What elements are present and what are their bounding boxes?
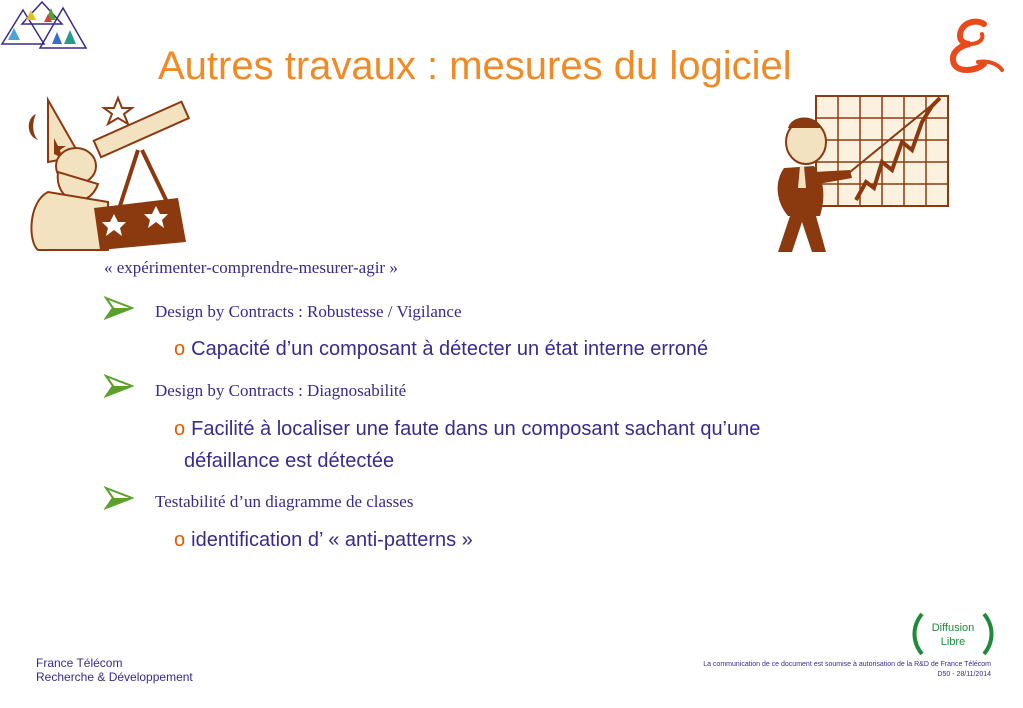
sub-bullet-marker: o [174, 338, 186, 360]
item-sub [174, 418, 760, 441]
sub-bullet-marker: o [174, 418, 186, 440]
item-sub-text: identification d’ « anti-patterns » [191, 529, 473, 551]
item-sub [174, 529, 473, 552]
tagline: « expérimenter-comprendre-mesurer-agir » [104, 258, 398, 277]
item-heading: Testabilité d’un diagramme de classes [155, 492, 414, 511]
france-telecom-logo-icon [944, 18, 1006, 74]
item-sub-text: Facilité à localiser une faute dans un composant sachant qu’une [191, 418, 761, 440]
footer-company-line2: Recherche & Développement [36, 670, 193, 684]
arrow-bullet-icon [104, 486, 134, 510]
diffusion-libre-badge [912, 612, 994, 656]
footer-notice-text: La communication de ce document est soumise à autorisation de la R&D de France Télécom [703, 661, 991, 668]
badge-line1: Diffusion [931, 622, 975, 634]
arrow-bullet-icon [104, 296, 134, 320]
item-sub-continuation: défaillance est détectée [184, 450, 395, 472]
astronomer-clipart [18, 92, 198, 254]
triangles-logo-icon [0, 0, 90, 52]
chart-presenter-clipart [770, 92, 954, 256]
footer-company-line1: France Télécom [36, 656, 123, 670]
item-heading: Design by Contracts : Diagnosabilité [155, 381, 407, 400]
footer-company [36, 656, 193, 684]
footer-doc-ref: D50 - 28/11/2014 [937, 671, 991, 678]
item-sub-text: Capacité d’un composant à détecter un état interne erroné [191, 338, 709, 360]
badge-line2: Libre [940, 636, 966, 648]
page-title: Autres travaux : mesures du logiciel [158, 44, 792, 88]
footer-notice [703, 660, 991, 680]
sub-bullet-marker: o [174, 529, 186, 551]
item-heading: Design by Contracts : Robustesse / Vigilance [155, 302, 462, 321]
item-sub [174, 338, 708, 361]
arrow-bullet-icon [104, 374, 134, 398]
